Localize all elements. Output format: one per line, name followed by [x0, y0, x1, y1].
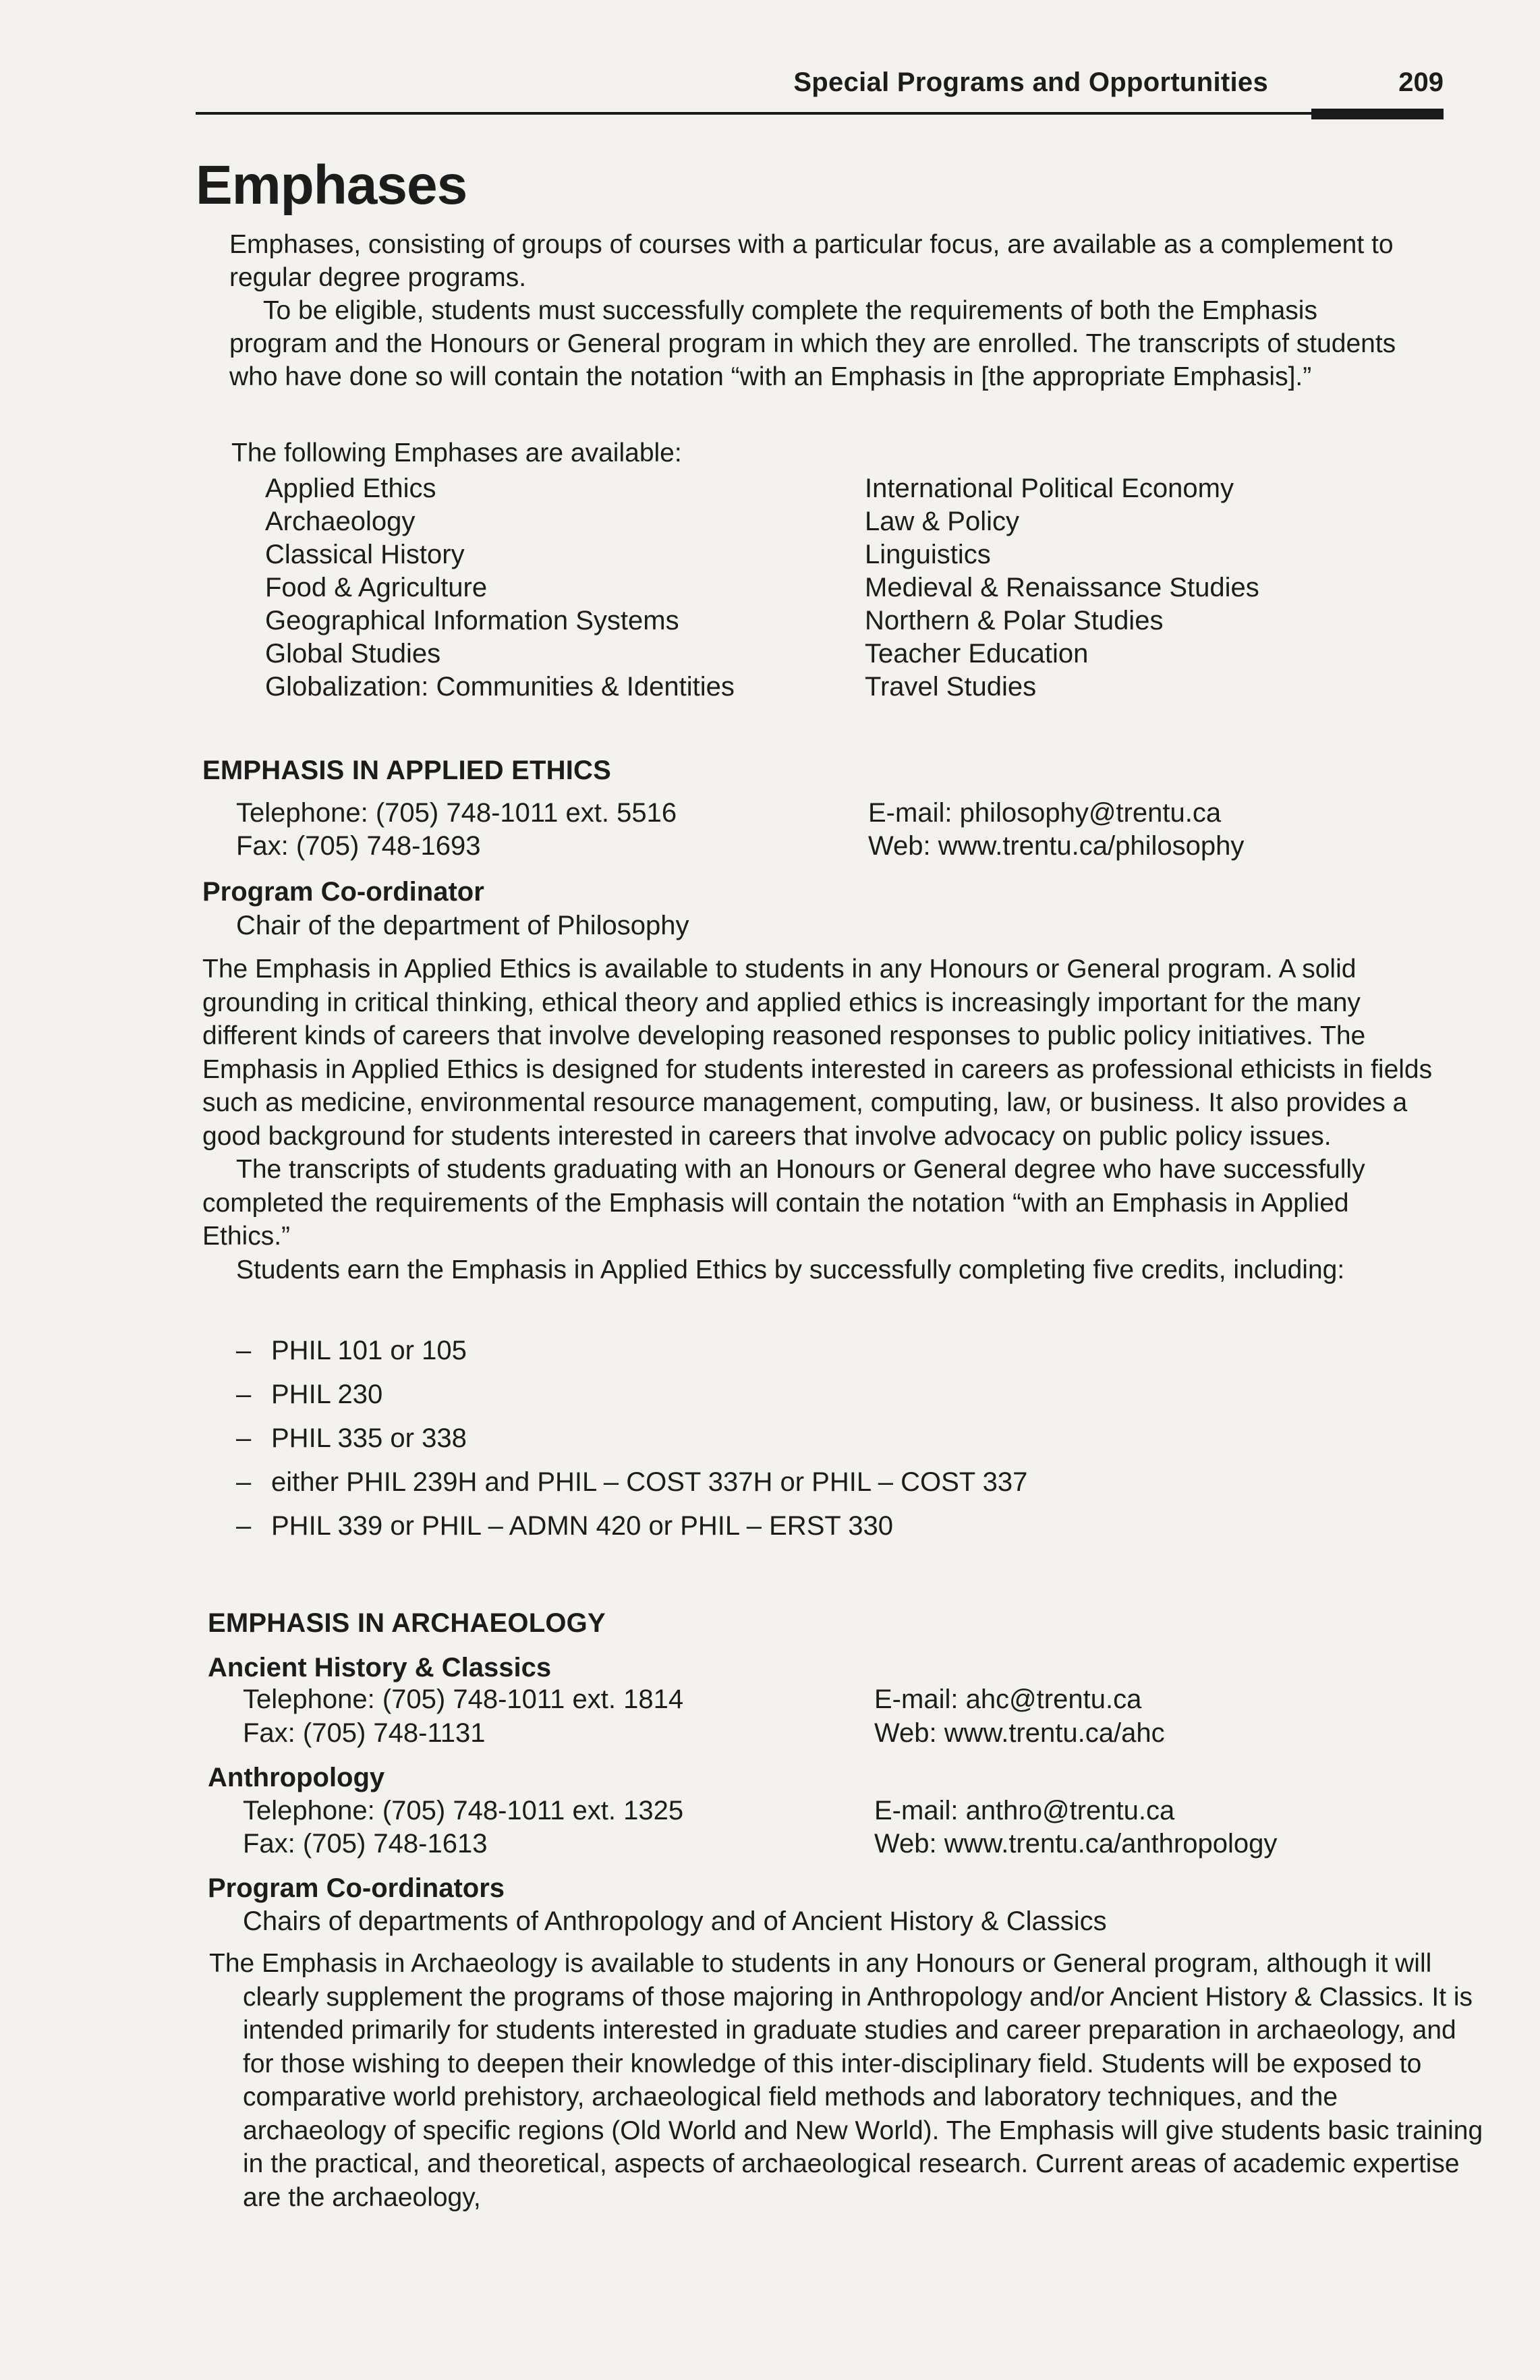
applied-ethics-email: E-mail: philosophy@trentu.ca — [868, 798, 1222, 828]
anthropology-email: E-mail: anthro@trentu.ca — [874, 1796, 1175, 1825]
emphases-list-right — [865, 472, 1259, 704]
archaeology-coordinators-heading: Program Co-ordinators — [208, 1873, 505, 1903]
requirement-text: either PHIL 239H and PHIL – COST 337H or PHIL – COST 337 — [271, 1467, 1028, 1497]
intro-paragraph-2: To be eligible, students must successfully complete the requirements of both the Emphasis program and the Honours or General program in which they are enrolled. The transcripts of students who have done so will contain the notation “with an Emphasis in [the appropriate Emphasis].” — [229, 296, 1396, 391]
page-number: 209 — [1398, 67, 1444, 97]
dash-bullet: – — [236, 1423, 252, 1453]
ahc-fax: Fax: (705) 748-1131 — [243, 1718, 486, 1748]
emphases-list-left — [265, 472, 735, 704]
archaeology-coordinators: Chairs of departments of Anthropology and of Ancient History & Classics — [243, 1906, 1107, 1936]
list-item: Medieval & Renaissance Studies — [865, 573, 1259, 602]
dash-bullet: – — [236, 1511, 252, 1541]
section-title: Special Programs and Opportunities — [793, 67, 1268, 97]
intro-text — [229, 228, 1417, 393]
archaeology-heading: EMPHASIS IN ARCHAEOLOGY — [208, 1608, 606, 1638]
header-rule — [196, 112, 1444, 115]
anthropology-telephone: Telephone: (705) 748-1011 ext. 1325 — [243, 1796, 684, 1825]
requirement-item — [236, 1423, 1027, 1467]
anthropology-fax: Fax: (705) 748-1613 — [243, 1829, 488, 1859]
applied-ethics-coordinator: Chair of the department of Philosophy — [236, 911, 689, 940]
requirement-item — [236, 1380, 1027, 1423]
list-item: Travel Studies — [865, 672, 1037, 702]
list-item: Northern & Polar Studies — [865, 606, 1164, 635]
list-item: Global Studies — [265, 639, 441, 669]
requirement-text: PHIL 335 or 338 — [271, 1423, 467, 1453]
dash-bullet: – — [236, 1380, 252, 1409]
applied-ethics-web: Web: www.trentu.ca/philosophy — [868, 831, 1245, 861]
requirement-text: PHIL 101 or 105 — [271, 1336, 467, 1365]
anthropology-heading: Anthropology — [208, 1763, 385, 1792]
ahc-telephone: Telephone: (705) 748-1011 ext. 1814 — [243, 1684, 684, 1714]
applied-ethics-paragraph-3: Students earn the Emphasis in Applied Ethics by successfully completing five credits, including: — [236, 1255, 1345, 1284]
list-item: Linguistics — [865, 540, 991, 569]
requirement-item — [236, 1336, 1027, 1380]
applied-ethics-coordinator-heading: Program Co-ordinator — [202, 877, 484, 907]
applied-ethics-heading: EMPHASIS IN APPLIED ETHICS — [202, 756, 612, 785]
requirement-text: PHIL 230 — [271, 1380, 383, 1409]
ahc-email: E-mail: ahc@trentu.ca — [874, 1684, 1142, 1714]
dash-bullet: – — [236, 1336, 252, 1365]
applied-ethics-requirements — [236, 1336, 1027, 1555]
list-item: Law & Policy — [865, 507, 1019, 536]
requirement-text: PHIL 339 or PHIL – ADMN 420 or PHIL – ERST 330 — [271, 1511, 893, 1541]
header-rule-accent — [1311, 109, 1444, 119]
intro-paragraph-1: Emphases, consisting of groups of courses with a particular focus, are available as a complement to regular degree programs. — [229, 230, 1394, 292]
dash-bullet: – — [236, 1467, 252, 1497]
list-item: Archaeology — [265, 507, 416, 536]
requirement-item — [236, 1467, 1027, 1511]
list-item: Food & Agriculture — [265, 573, 488, 602]
applied-ethics-description — [202, 953, 1444, 1286]
list-item: International Political Economy — [865, 474, 1234, 503]
available-lead: The following Emphases are available: — [231, 438, 682, 468]
applied-ethics-telephone: Telephone: (705) 748-1011 ext. 5516 — [236, 798, 677, 828]
list-item: Globalization: Communities & Identities — [265, 672, 735, 702]
list-item: Geographical Information Systems — [265, 606, 679, 635]
list-item: Classical History — [265, 540, 465, 569]
list-item: Applied Ethics — [265, 474, 436, 503]
page-title: Emphases — [196, 154, 467, 216]
requirement-item — [236, 1511, 1027, 1555]
archaeology-description: The Emphasis in Archaeology is available to students in any Honours or General program, although it will clearly supplement the programs of those majoring in Anthropology and/or Ancient History & Classics. It is intended primarily for students interested in graduate studies and career preparation in archaeology, and for those wishing to deepen their knowledge of this inter-disciplinary field. Students will be exposed to comparative world prehistory, archaeological field methods and laboratory techniques, and the archaeology of specific regions (Old World and New World). The Emphasis will give students basic training in the practical, and theoretical, aspects of archaeological research. Current areas of academic expertise are the archaeology, — [209, 1949, 1483, 2212]
ahc-heading: Ancient History & Classics — [208, 1653, 552, 1682]
list-item: Teacher Education — [865, 639, 1089, 669]
applied-ethics-paragraph-1: The Emphasis in Applied Ethics is available to students in any Honours or General program. A solid grounding in critical thinking, ethical theory and applied ethics is increasingly important for the many different kinds of careers that involve developing reasoned responses to public policy initiatives. The Emphasis in Applied Ethics is designed for students interested in careers as professional ethicists in fields such as medicine, environmental resource management, computing, law, or business. It also provides a good background for students interested in careers that involve advocacy on public policy issues. — [202, 955, 1433, 1151]
anthropology-web: Web: www.trentu.ca/anthropology — [874, 1829, 1278, 1859]
running-header — [196, 67, 1450, 115]
applied-ethics-fax: Fax: (705) 748-1693 — [236, 831, 481, 861]
ahc-web: Web: www.trentu.ca/ahc — [874, 1718, 1165, 1748]
applied-ethics-paragraph-2: The transcripts of students graduating with an Honours or General degree who have successfully completed the requirements of the Emphasis will contain the notation “with an Emphasis in Applied Ethics.” — [202, 1155, 1365, 1251]
